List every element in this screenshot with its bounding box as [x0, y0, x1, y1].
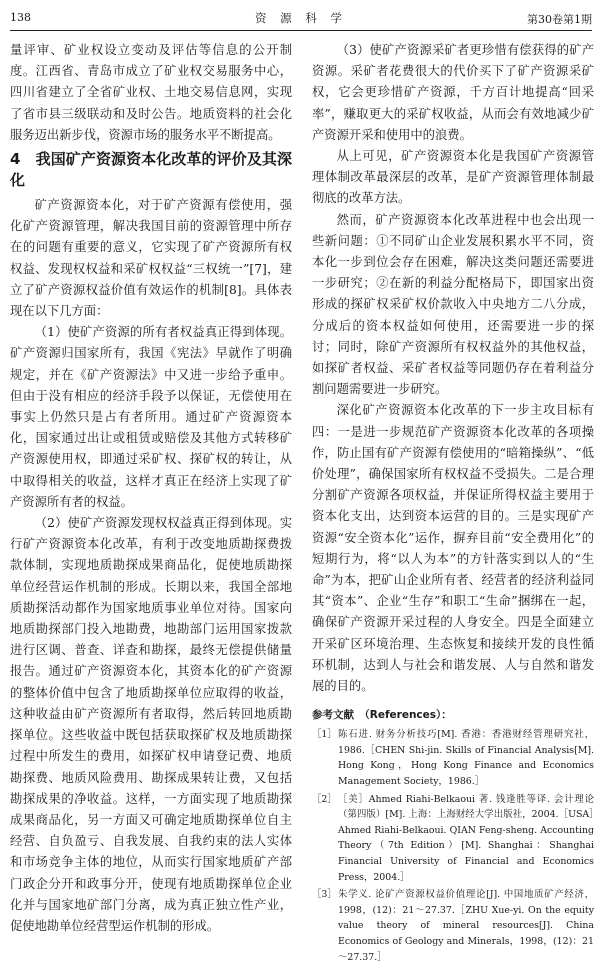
left-column: [10, 40, 292, 937]
references-title: 参考文献 （References）：: [312, 709, 452, 722]
references-list: [312, 727, 594, 965]
paragraph-intro: 矿产资源资本化，对于矿产资源有偿使用，强化矿产资源管理，解决我国目前的资源管理中所存在的问题有重要的意义，它实现了矿产资源所有权权益、发现权权益和采矿权权益“三权统一”[7]，建立了矿产资源权益价值有效运作的机制[8]。具体表现在以下几方面：: [10, 198, 292, 319]
page-header: [10, 8, 592, 28]
reference-item: [312, 792, 594, 886]
reference-item: [312, 727, 594, 789]
reference-number: ［2］: [312, 793, 337, 805]
paragraph-problems: 然而，矿产资源资本化改革进程中也会出现一些新问题：①不同矿山企业发展积累水平不同，资本化一步到位会存在困难，解决这类问题还需要进一步研究；②在新的利益分配格局下，即国家出资形成的探矿权采矿权价款收入中央地方二八分成，分成后的资本权益如何使用，还需要进一步的探讨；同时，除矿产资源所有权权益外的其他权益，如探矿者权益、采矿者权益等同题仍存在着利益分割问题需要进一步研究。: [312, 212, 594, 397]
right-column: [312, 40, 594, 967]
paragraph-summary: 从上可见，矿产资源资本化是我国矿产资源管理体制改革最深层的改革，是矿产资源管理体制最彻底的改革方法。: [312, 149, 594, 206]
paragraph-continued: 量评审、矿业权设立变动及评估等信息的公开制度。江西省、青岛市成立了矿业权交易服务中心，四川省建立了全省矿业权、土地交易信息网，实现了省市县三级联动和及时公告。地质资料的社会化服务迈出新步伐，资源市场的服务水平不断提高。: [10, 43, 292, 142]
reference-number: ［1］: [312, 729, 337, 741]
section-heading-4: 4 我国矿产资源资本化改革的评价及其深化: [10, 150, 292, 190]
issue-label: 第30卷第1期: [527, 13, 592, 26]
paragraph-point-3: （3）使矿产资源采矿者更珍惜有偿获得的矿产资源。采矿者花费很大的代价买下了矿产资源采矿权，它会更珍惜矿产资源，千方百计地提高“回采率”，赚取更大的采矿权收益，从而会有效地减少矿产资源开采和使用中的浪费。: [312, 43, 594, 142]
page-number: 138: [10, 11, 31, 24]
reference-number: ［3］: [312, 889, 337, 901]
paragraph-point-1: （1）使矿产资源的所有者权益真正得到体现。矿产资源归国家所有，我国《宪法》早就作了明确规定，并在《矿产资源法》中又进一步给予重申。但由于没有相应的经济手段予以保证，无偿使用在事实上仍然只是占有者所用。通过矿产资源资本化，国家通过出让或租赁或赔偿及其他方式转移矿产资源使用权，即通过采矿权、探矿权的转让，从中取得相关的收益，这样才真正在经济上实现了矿产资源所有者的权益。: [10, 325, 292, 509]
paragraph-point-2: （2）使矿产资源发现权权益真正得到体现。实行矿产资源资本化改革，有利于改变地质勘探费拨款体制，实现地质勘探成果商品化，促使地质勘探单位经营运作机制的形成。长期以来，我国全部地质勘探活动都作为国家地质事业单位对待。国家向地质勘探部门投入地勘费，地勘部门运用国家拨款进行区调、普查、详查和勘探，最终无偿提供储量报告。通过矿产资源资本化，其资本化的矿产资源的整体价值中包含了地质勘探单位应取得的收益，这种收益由矿产资源所有者取得，然后转回地质勘探单位。这些收益中既包括获取探矿权及地质勘探过程中所发生的费用，如探矿权申请登记费、地质勘探费、地质风险费用、勘探成果转让费，又包括勘探成果的净收益。这样，一方面实现了地质勘探成果商品化，另一方面又可确定地质勘探单位自主经营、自负盈亏、自我发展、自我约束的法人实体和市场竞争主体的地位，从而实行国家地质矿产部门政企分开和政事分开，使现有地质勘探单位企业化并与国家地矿部门分离，成为真正独立性产业，促使地勘单位经营型运作机制的形成。: [10, 516, 292, 933]
reference-text: 朱学义. 论矿产资源权益价值理论[J]. 中国地质矿产经济，1998，(12)：21～27.37.［ZHU Xue-yi. On the equity value theory of mineral resources[J]. China Economics of Geology and Minerals，1998，(12)：21～27.37.］: [338, 889, 594, 963]
header-rule: [10, 30, 592, 31]
reference-text: ［美］Ahmed Riahi-Belkaoui 著. 钱逢胜等译. 会计理论（第四版）[M]. 上海：上海财经大学出版社，2004.［USA］Ahmed Riahi-Belkaoui. QIAN Feng-sheng. Accounting Theory（7th Edition）[M]. Shanghai：Shanghai Financial University of Financial and Economics Press，2004.］: [338, 793, 594, 883]
reference-item: [312, 887, 594, 965]
paragraph-goals: 深化矿产资源资本化改革的下一步主攻目标有四：一是进一步规范矿产资源资本化改革的各项操作，防止国有矿产资源有偿使用的“暗箱操纵”、“低价处理”，确保国家所有权权益不受损失。二是合理分割矿产资源各项权益，并保证所得权益主要用于资本化支出，达到资本运营的目的。三是实现矿产资源“安全资本化”运作，摒弃目前“安全费用化”的短期行为，将“以人为本”的方针落实到以人的“生命”为本，把矿山企业所有者、经营者的经济利益同其“资本”、企业“生存”和职工“生命”捆绑在一起，确保矿产资源开采过程的人身安全。四是全面建立开采矿区环境治理、生态恢复和接续开发的良性循环机制，达到人与社会和谐发展、人与自然和谐发展的目的。: [312, 403, 594, 694]
journal-name: 资 源 科 学: [255, 11, 347, 25]
reference-text: 陈石进. 财务分析技巧[M]. 香港：香港财经管理研究社，1986.［CHEN Shi-jin. Skills of Financial Analysis[M]. Hong Kong，Hong Kong Finance and Economics Management Society，1986.］: [338, 729, 594, 788]
